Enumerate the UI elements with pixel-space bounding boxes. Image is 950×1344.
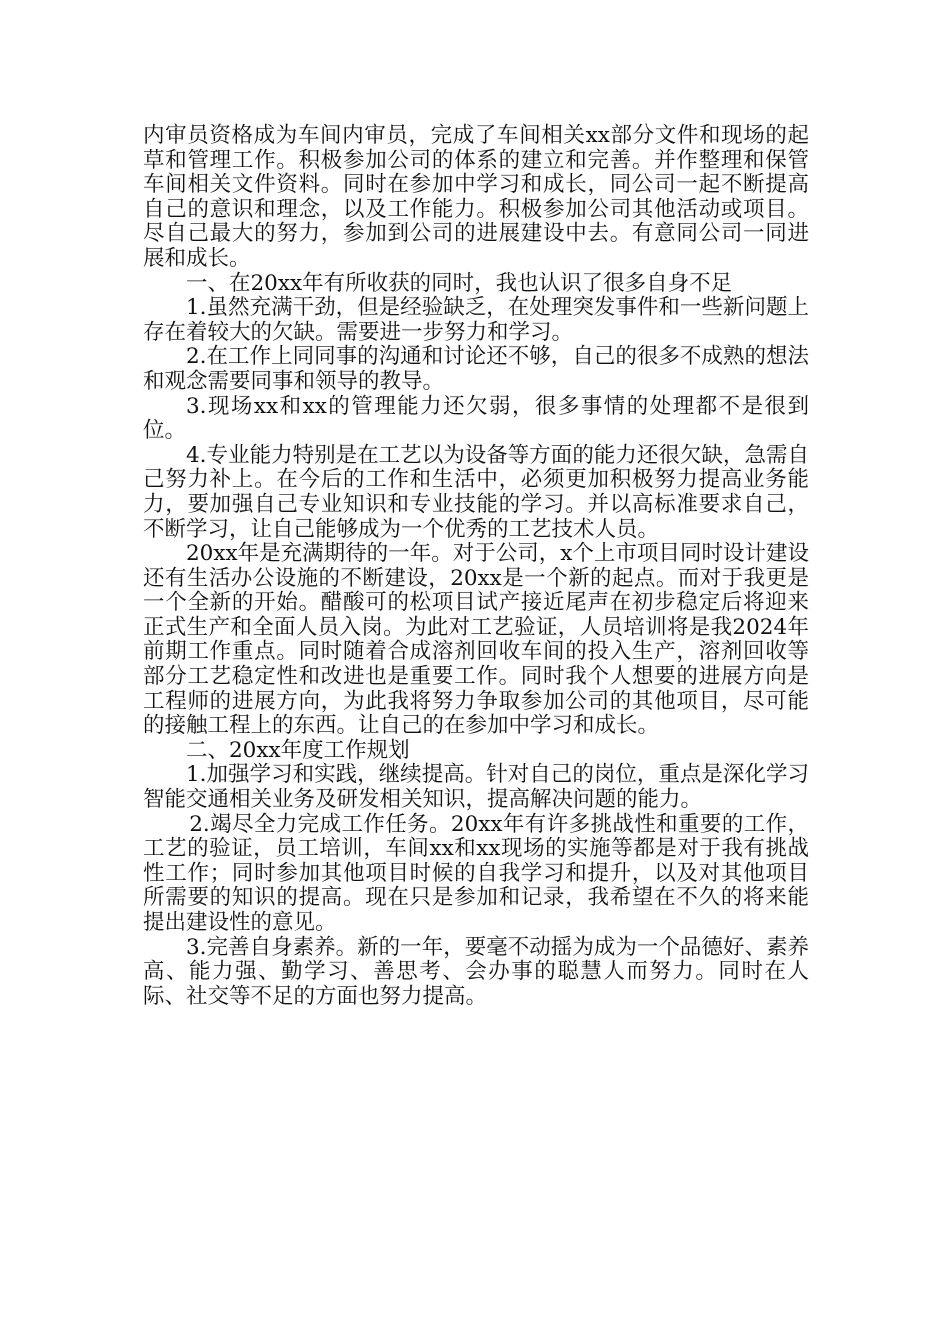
- shortcoming-item-1: 1.虽然充满干劲，但是经验缺乏，在处理突发事件和一些新问题上存在着较大的欠缺。需要进一步努力和学习。: [143, 295, 809, 345]
- section-heading-shortcomings: 一、在20xx年有所收获的同时，我也认识了很多自身不足: [186, 270, 733, 296]
- plan-item-3: 3.完善自身素养。新的一年，要毫不动摇为成为一个品德好、素养高、能力强、勤学习、善思考、会办事的聪慧人而努力。同时在人际、社交等不足的方面也努力提高。: [143, 934, 809, 1009]
- plan-item-1: 1.加强学习和实践，继续提高。针对自己的岗位，重点是深化学习智能交通相关业务及研发相关知识，提高解决问题的能力。: [143, 762, 809, 813]
- paragraph-outlook: 20xx年是充满期待的一年。对于公司，x个上市项目同时设计建设还有生活办公设施的不断建设，20xx是一个新的起点。而对于我更是一个全新的开始。醋酸可的松项目试产接近尾声在初步稳定后将迎来正式生产和全面人员入岗。为此对工艺验证，人员培训将是我2024年前期工作重点。同时随着合成溶剂回收车间的投入生产，溶剂回收等部分工艺稳定性和改进也是重要工作。同时我个人想要的进展方向是工程师的进展方向，为此我将努力争取参加公司的其他项目，尽可能的接触工程上的东西。让自己的在参加中学习和成长。: [143, 541, 809, 739]
- shortcoming-item-3: 3.现场xx和xx的管理能力还欠弱，很多事情的处理都不是很到位。: [143, 393, 809, 444]
- section-heading-plan: 二、20xx年度工作规划: [186, 737, 410, 763]
- document-page: [143, 124, 809, 1009]
- paragraph-continuation: 内审员资格成为车间内审员，完成了车间相关xx部分文件和现场的起草和管理工作。积极参加公司的体系的建立和完善。并作整理和保管车间相关文件资料。同时在参加中学习和成长，同公司一起不断提高自己的意识和理念，以及工作能力。积极参加公司其他活动或项目。尽自己最大的努力，参加到公司的进展建设中去。有意同公司一同进展和成长。: [143, 123, 809, 271]
- shortcoming-item-2: 2.在工作上同同事的沟通和讨论还不够，自己的很多不成熟的想法和观念需要同事和领导的教导。: [143, 344, 809, 394]
- shortcoming-item-4: 4.专业能力特别是在工艺以为设备等方面的能力还很欠缺，急需自己努力补上。在今后的工作和生活中，必须更加积极努力提高业务能力，要加强自己专业知识和专业技能的学习。并以高标准要求自己，不断学习，让自己能够成为一个优秀的工艺技术人员。: [143, 442, 809, 542]
- plan-item-2: 2.竭尽全力完成工作任务。20xx年有许多挑战性和重要的工作，工艺的验证，员工培训，车间xx和xx现场的实施等都是对于我有挑战性工作；同时参加其他项目时候的自我学习和提升，以及对其他项目所需要的知识的提高。现在只是参加和记录，我希望在不久的将来能提出建设性的意见。: [143, 811, 809, 935]
